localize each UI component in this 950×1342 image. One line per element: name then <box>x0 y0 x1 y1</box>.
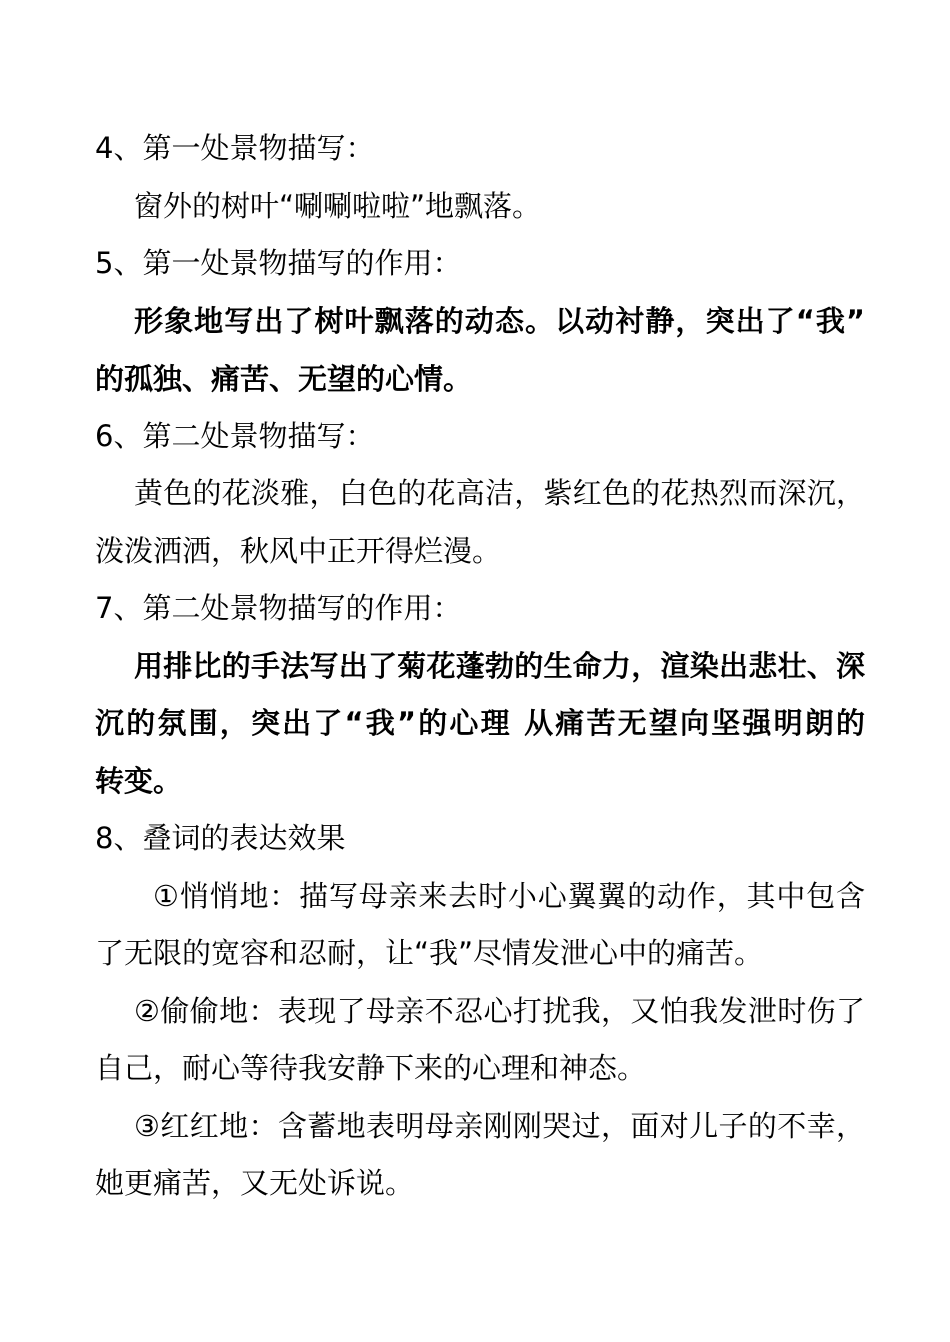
answer-item-5-line-1: 形象地写出了树叶飘落的动态。以动衬静，突出了“我” <box>134 304 865 338</box>
text-item-4-content: 窗外的树叶“唰唰啦啦”地飘落。 <box>134 189 542 223</box>
text-item-8-point-2-line-1: ②偷偷地：表现了母亲不忍心打扰我，又怕我发泄时伤了 <box>134 994 865 1028</box>
answer-item-7-line-3: 转变。 <box>95 764 183 798</box>
heading-item-5: 5、第一处景物描写的作用： <box>95 246 462 280</box>
heading-item-8: 8、叠词的表达效果 <box>95 821 346 855</box>
text-item-6-line-2: 泼泼洒洒，秋风中正开得烂漫。 <box>95 534 502 568</box>
heading-item-6: 6、第二处景物描写： <box>95 419 375 453</box>
answer-item-5-line-2: 的孤独、痛苦、无望的心情。 <box>95 362 473 396</box>
heading-item-4: 4、第一处景物描写： <box>95 131 375 165</box>
text-item-8-point-1-line-2: 了无限的宽容和忍耐，让“我”尽情发泄心中的痛苦。 <box>95 936 764 970</box>
text-item-6-line-1: 黄色的花淡雅，白色的花高洁，紫红色的花热烈而深沉， <box>134 476 865 510</box>
answer-item-7-line-2: 沉的氛围，突出了“我”的心理 从痛苦无望向坚强明朗的 <box>95 706 865 740</box>
text-item-8-point-2-line-2: 自己，耐心等待我安静下来的心理和神态。 <box>95 1051 647 1085</box>
text-item-8-point-1-line-1: ①悄悄地：描写母亲来去时小心翼翼的动作，其中包含 <box>153 879 865 913</box>
text-item-8-point-3-line-2: 她更痛苦，又无处诉说。 <box>95 1166 415 1200</box>
answer-item-7-line-1: 用排比的手法写出了菊花蓬勃的生命力，渲染出悲壮、深 <box>134 649 865 683</box>
text-item-8-point-3-line-1: ③红红地：含蓄地表明母亲刚刚哭过，面对儿子的不幸， <box>134 1109 865 1143</box>
heading-item-7: 7、第二处景物描写的作用： <box>95 591 462 625</box>
